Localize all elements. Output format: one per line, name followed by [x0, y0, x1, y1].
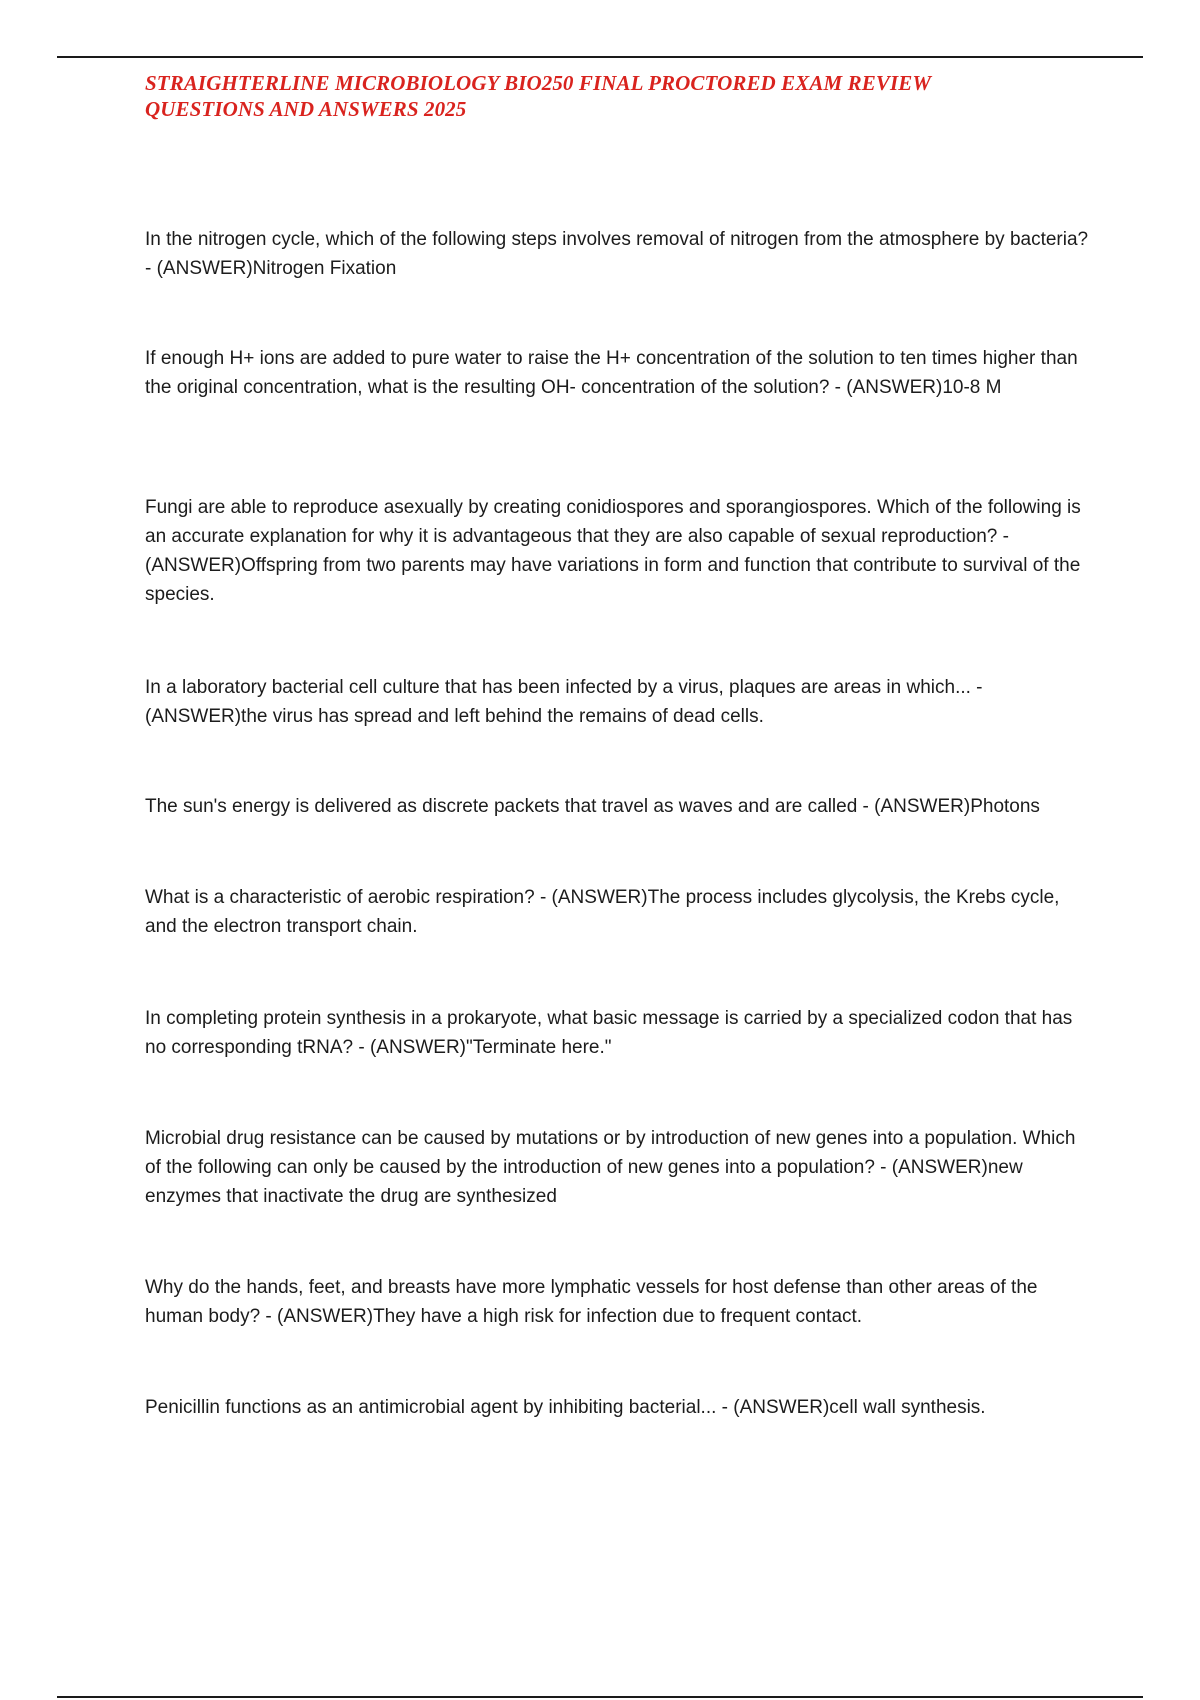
qa-item: What is a characteristic of aerobic respiration? - (ANSWER)The process includes glycolysis, the Krebs cycle, and the electron transport chain. — [145, 887, 1060, 937]
qa-item: The sun's energy is delivered as discrete packets that travel as waves and are called - (ANSWER)Photons — [145, 796, 1040, 817]
qa-item: In the nitrogen cycle, which of the following steps involves removal of nitrogen from the atmosphere by bacteria? - (ANSWER)Nitrogen Fixation — [145, 229, 1089, 279]
qa-item: In completing protein synthesis in a prokaryote, what basic message is carried by a specialized codon that has no corresponding tRNA? - (ANSWER)"Terminate here." — [145, 1008, 1073, 1058]
qa-item: If enough H+ ions are added to pure water to raise the H+ concentration of the solution to ten times higher than the original concentration, what is the resulting OH- concentration of the solution? - (ANSWER)10-8 M — [145, 348, 1078, 398]
qa-item: In a laboratory bacterial cell culture that has been infected by a virus, plaques are areas in which... - (ANSWER)the virus has spread and left behind the remains of dead cells. — [145, 677, 983, 727]
footer-rule — [57, 1696, 1143, 1698]
header-rule — [57, 56, 1143, 58]
qa-item: Fungi are able to reproduce asexually by creating conidiospores and sporangiospores. Which of the following is an accurate explanation for why it is advantageous that they are also capable of sexual reproduction? - (ANSWER)Offspring from two parents may have variations in form and function that contribute to survival of the species. — [145, 497, 1081, 605]
document-title: STRAIGHTERLINE MICROBIOLOGY BIO250 FINAL PROCTORED EXAM REVIEW QUESTIONS AND ANSWERS 2025 — [145, 71, 931, 121]
qa-item: Why do the hands, feet, and breasts have more lymphatic vessels for host defense than other areas of the human body? - (ANSWER)They have a high risk for infection due to frequent contact. — [145, 1277, 1038, 1327]
qa-item: Microbial drug resistance can be caused by mutations or by introduction of new genes into a population. Which of the following can only be caused by the introduction of new genes into a population? - (ANSWER)new enzymes that inactivate the drug are synthesized — [145, 1128, 1076, 1207]
qa-item: Penicillin functions as an antimicrobial agent by inhibiting bacterial... - (ANSWER)cell wall synthesis. — [145, 1397, 986, 1418]
